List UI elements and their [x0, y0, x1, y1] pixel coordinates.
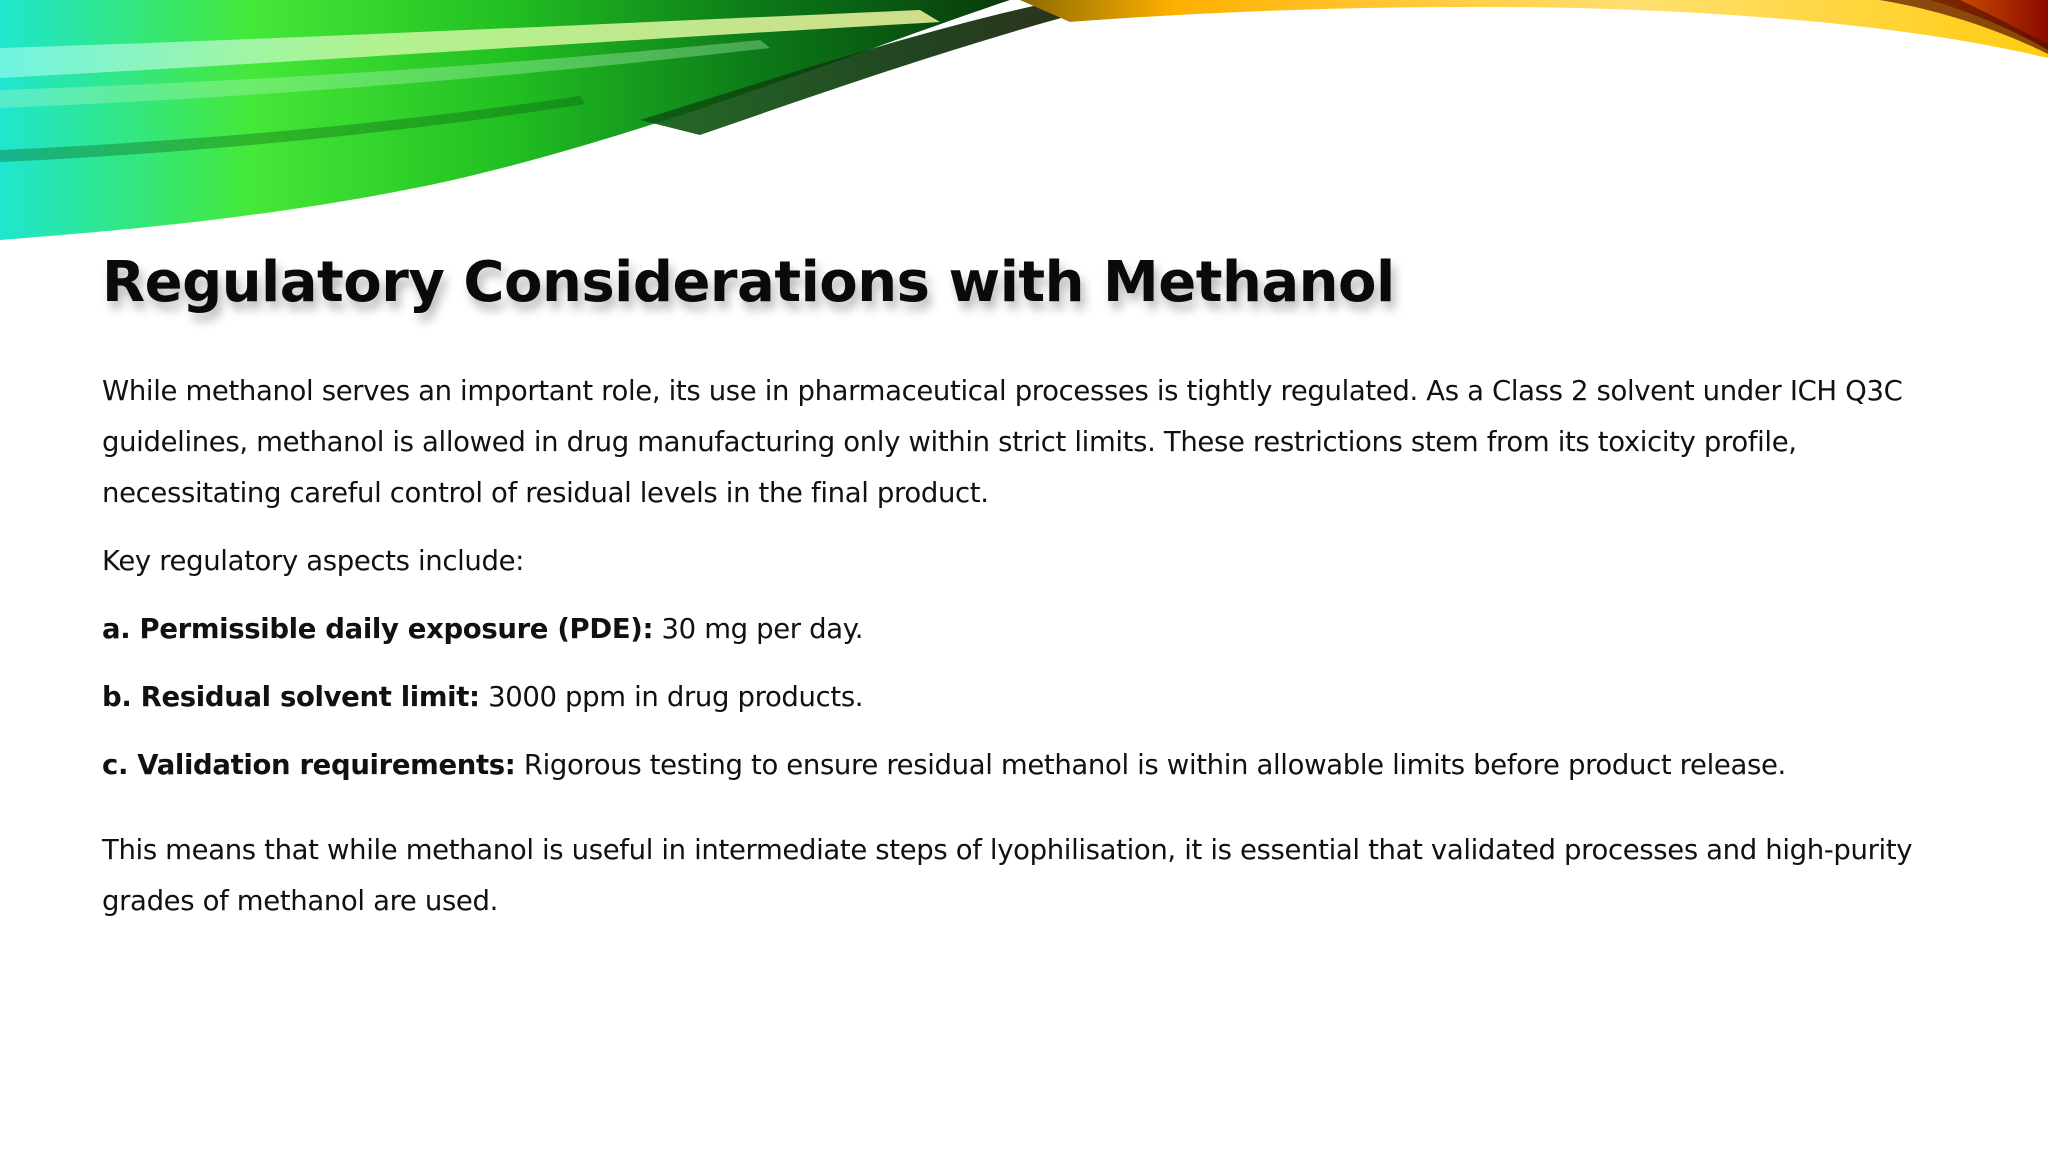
aspect-item-pde [102, 604, 1942, 655]
slide-body [102, 366, 1942, 927]
conclusion-paragraph: This means that while methanol is useful in intermediate steps of lyophilisation, it is essential that validated processes and high-purity grades of methanol are used. [102, 834, 1913, 917]
aspect-label: a. Permissible daily exposure (PDE): [102, 613, 654, 645]
slide-title: Regulatory Considerations with Methanol [102, 250, 1395, 315]
aspect-text: 30 mg per day. [653, 613, 864, 645]
decorative-swoosh-banner [0, 0, 2048, 260]
key-aspects-heading: Key regulatory aspects include: [102, 545, 525, 577]
aspect-item-validation [102, 740, 1942, 791]
aspect-item-residual-limit [102, 672, 1942, 723]
aspect-text: 3000 ppm in drug products. [479, 681, 864, 713]
aspect-label: b. Residual solvent limit: [102, 681, 480, 713]
aspect-label: c. Validation requirements: [102, 749, 516, 781]
aspect-text: Rigorous testing to ensure residual methanol is within allowable limits before product release. [515, 749, 1786, 781]
intro-paragraph: While methanol serves an important role, its use in pharmaceutical processes is tightly regulated. As a Class 2 solvent under ICH Q3C guidelines, methanol is allowed in drug manufacturing only within strict limits. These restrictions stem from its toxicity profile, necessitating careful control of residual levels in the final product. [102, 375, 1903, 509]
